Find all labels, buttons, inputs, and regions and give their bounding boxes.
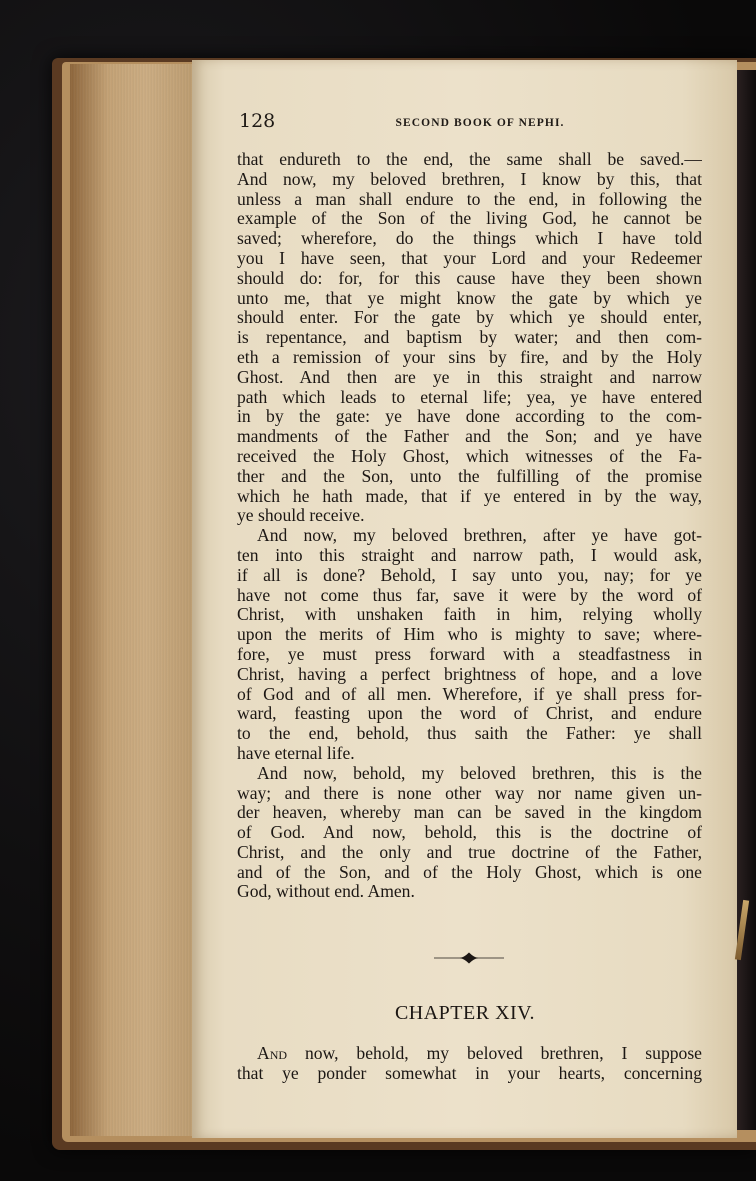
text-line: And now, behold, my beloved brethren, this is the xyxy=(257,763,702,783)
text-line: And now, my beloved brethren, after ye have got- xyxy=(257,526,702,546)
text-line: in by the gate: ye have done according to the com- xyxy=(237,407,702,427)
text-line: Christ, and the only and true doctrine of the Father, xyxy=(237,842,702,862)
ornament-divider xyxy=(434,950,504,966)
text-line: fore, ye must press forward with a steadfastness in xyxy=(237,644,702,664)
text-line: eth a remission of your sins by fire, and by the Holy xyxy=(237,347,702,367)
right-shadow xyxy=(737,70,756,1130)
text-line: Ghost. And then are ye in this straight and narrow xyxy=(237,367,702,387)
page-edges xyxy=(70,64,197,1136)
text-line: saved; wherefore, do the things which I have told xyxy=(237,229,702,249)
text-line: mandments of the Father and the Son; and ye have xyxy=(237,427,702,447)
body-text xyxy=(237,150,702,902)
page-number: 128 xyxy=(239,110,276,132)
text-line: of God. And now, behold, this is the doctrine of xyxy=(237,823,702,843)
text-line: received the Holy Ghost, which witnesses of the Fa- xyxy=(237,446,702,466)
text-line: And now, my beloved brethren, I know by this, that xyxy=(237,169,702,189)
text-line: Christ, having a perfect brightness of hope, and a love xyxy=(237,664,702,684)
text-line: that endureth to the end, the same shall be saved.— xyxy=(237,150,702,169)
text-line: ten into this straight and narrow path, I would ask, xyxy=(237,545,702,565)
text-line: path which leads to eternal life; yea, ye have entered xyxy=(237,387,702,407)
text-line: of God and of all men. Wherefore, if ye shall press for- xyxy=(237,684,702,704)
text-line: example of the Son of the living God, he cannot be xyxy=(237,209,702,229)
text-line: is repentance, and baptism by water; and then com- xyxy=(237,328,702,348)
text-line: you I have seen, that your Lord and your Redeemer xyxy=(237,248,702,268)
text-line: have not come thus far, save it were by the word of xyxy=(237,585,702,605)
text-line: unless a man shall endure to the end, in following the xyxy=(237,189,702,209)
text-line: ther and the Son, unto the fulfilling of the promise xyxy=(237,466,702,486)
chapter-line: that ye ponder somewhat in your hearts, concerning xyxy=(237,1063,702,1083)
text-line: Christ, with unshaken faith in him, relying wholly xyxy=(237,605,702,625)
chapter-line xyxy=(237,1044,702,1064)
chapter-title: CHAPTER XIV. xyxy=(394,1002,536,1024)
running-head: SECOND BOOK OF NEPHI. xyxy=(395,117,565,129)
text-line: way; and there is none other way nor name given un- xyxy=(237,783,702,803)
text-line: upon the merits of Him who is mighty to save; where- xyxy=(237,625,702,645)
text-line: der heaven, whereby man can be saved in the kingdom xyxy=(237,803,702,823)
text-line: which he hath made, that if ye entered in by the way, xyxy=(237,486,702,506)
text-line: and of the Son, and of the Holy Ghost, which is one xyxy=(237,862,702,882)
text-line: have eternal life. xyxy=(237,743,355,763)
text-line: God, without end. Amen. xyxy=(237,882,415,902)
text-line: ye should receive. xyxy=(237,506,365,526)
text-line: should do: for, for this cause have they been shown xyxy=(237,268,702,288)
chapter-text xyxy=(237,1044,702,1084)
text-line: unto me, that ye might know the gate by which ye xyxy=(237,288,702,308)
lead-word: And xyxy=(257,1044,288,1063)
text-line: should enter. For the gate by which ye should enter, xyxy=(237,308,702,328)
text-line: ward, feasting upon the word of Christ, and endure xyxy=(237,704,702,724)
text-line: if all is done? Behold, I say unto you, nay; for ye xyxy=(237,565,702,585)
text-line: to the end, behold, thus saith the Father: ye shall xyxy=(237,724,702,744)
chapter-line-rest: now, behold, my beloved brethren, I suppose xyxy=(287,1044,702,1063)
